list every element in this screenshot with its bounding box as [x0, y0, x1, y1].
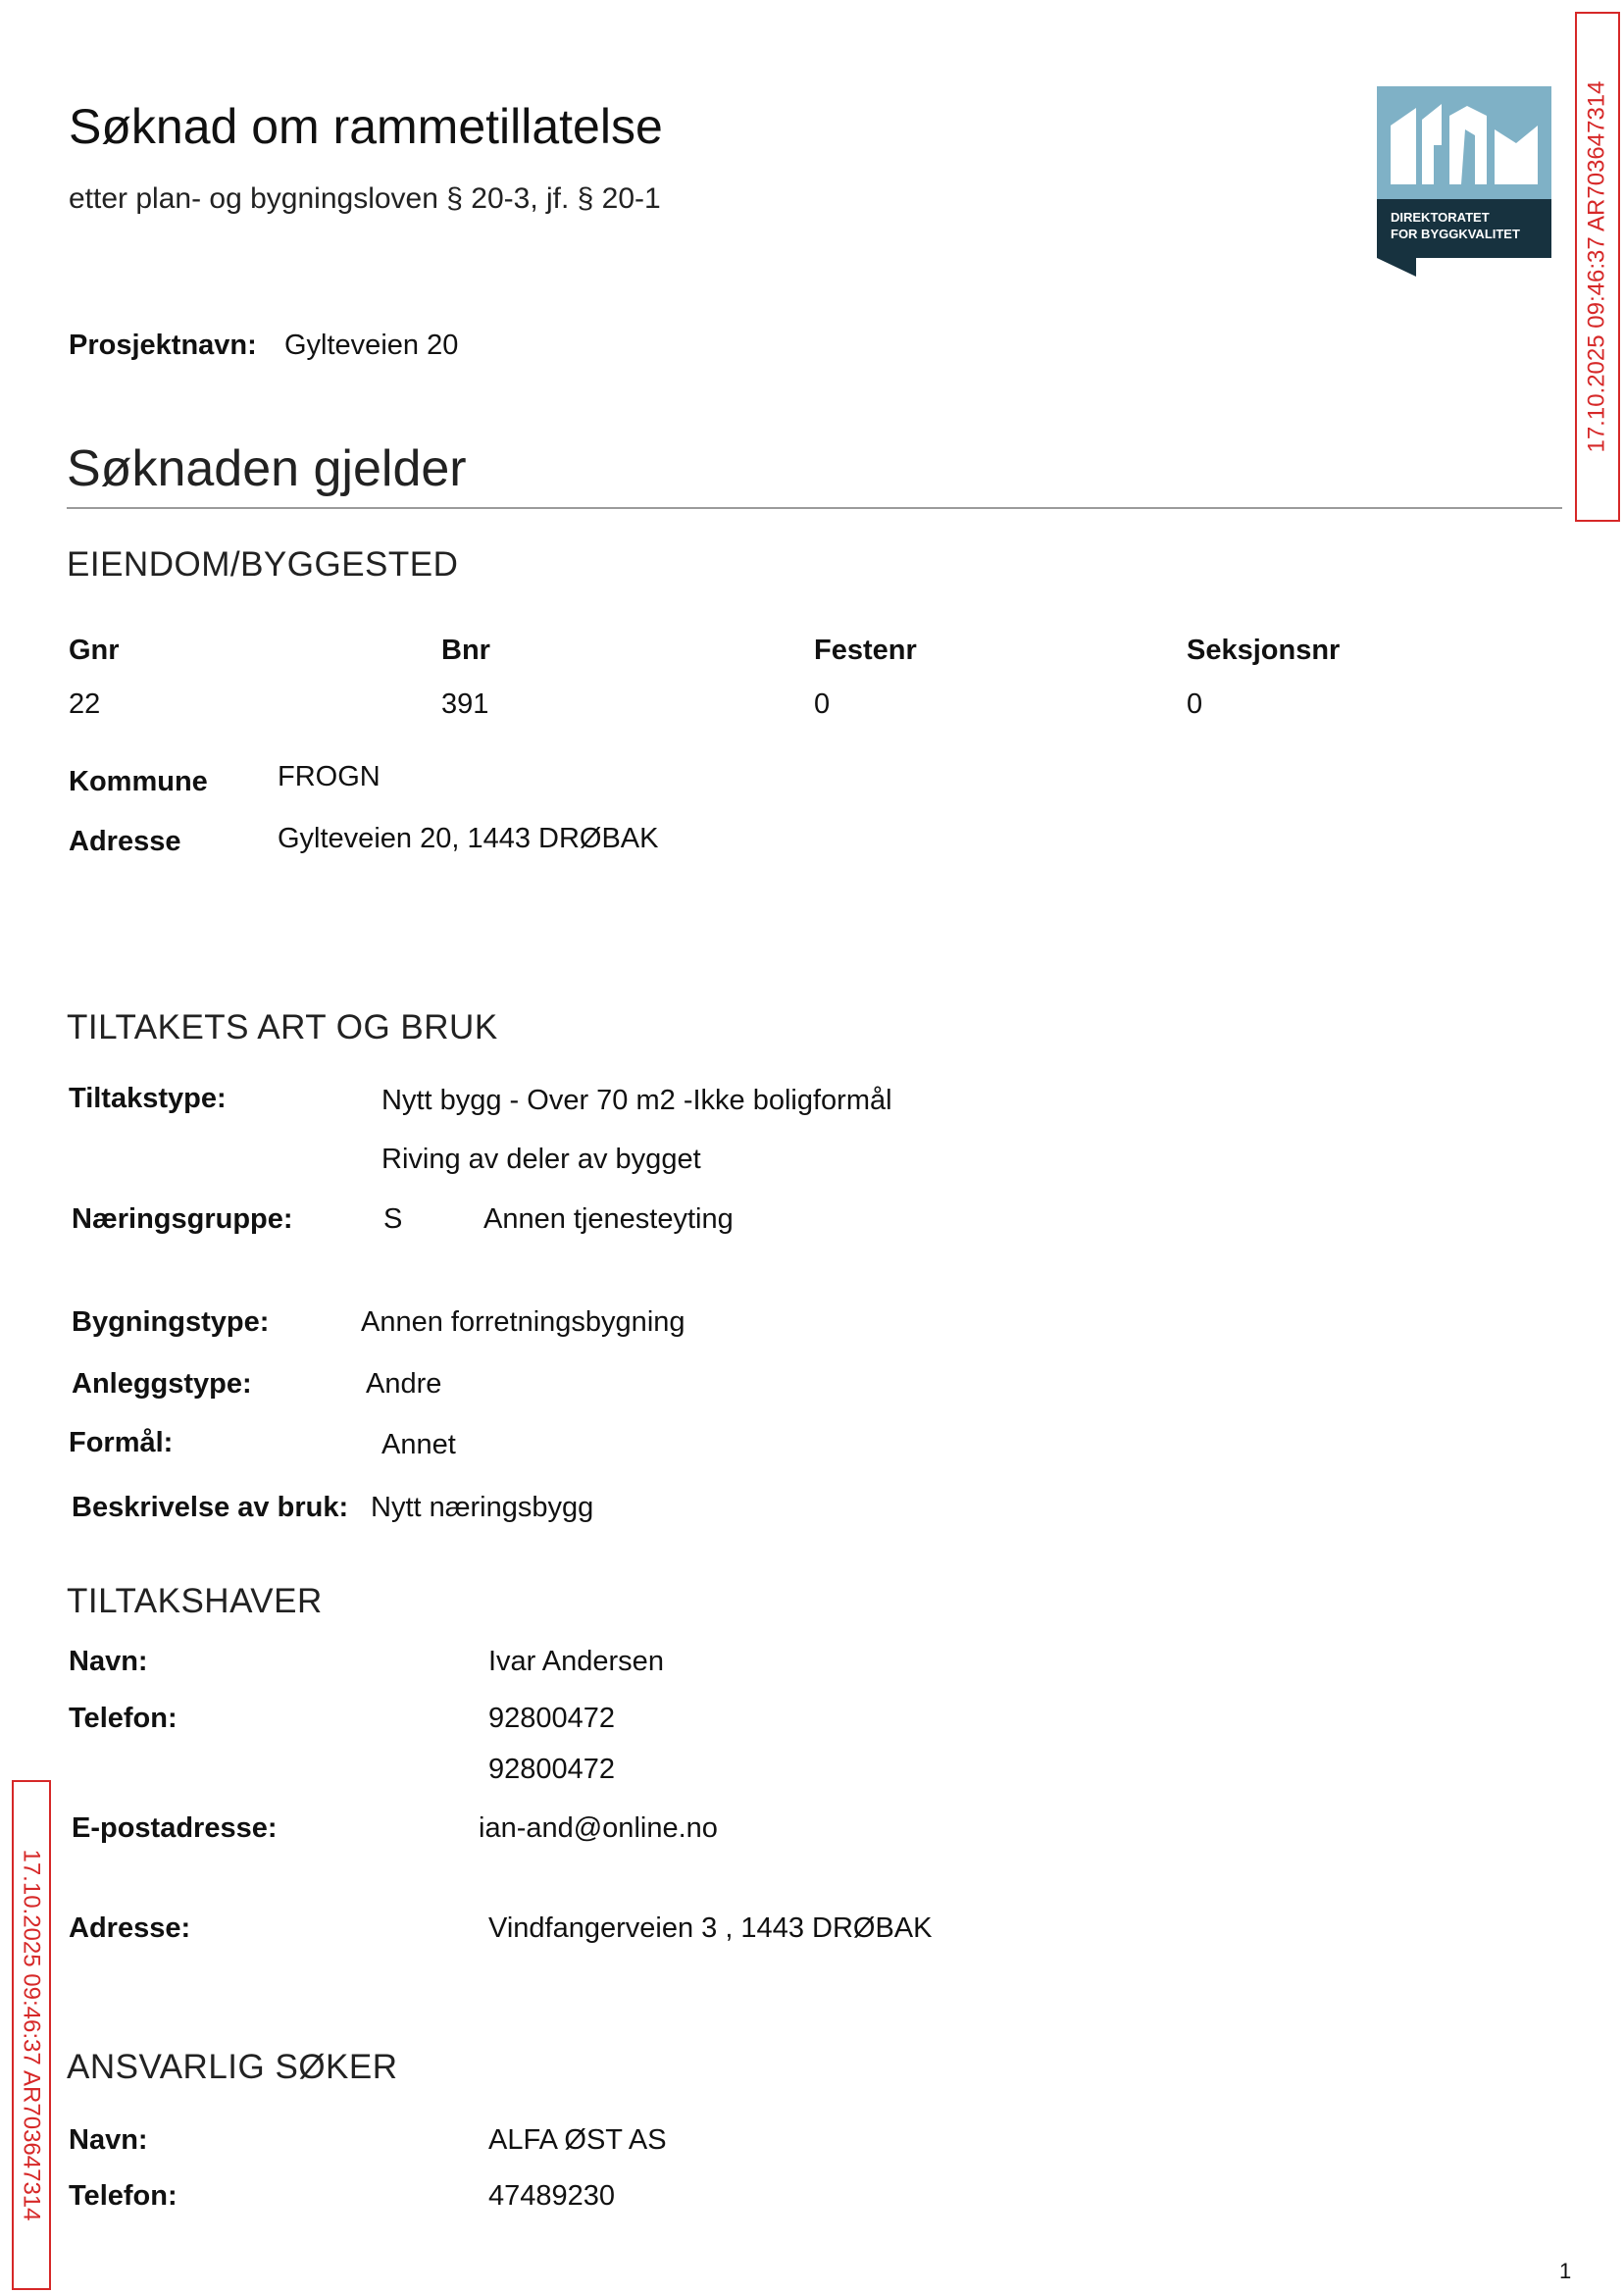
archive-stamp-bottom	[12, 1780, 51, 2290]
festenr-value: 0	[814, 688, 831, 720]
section-divider	[67, 507, 1562, 509]
archive-stamp-top	[1575, 12, 1620, 522]
bygningstype-label: Bygningstype:	[72, 1306, 270, 1338]
page-number: 1	[1559, 2259, 1572, 2283]
seksjonsnr-header: Seksjonsnr	[1187, 635, 1341, 666]
festenr-header: Festenr	[814, 635, 917, 666]
adresse-value: Gylteveien 20, 1443 DRØBAK	[278, 823, 659, 854]
bygningstype-value: Annen forretningsbygning	[361, 1306, 685, 1338]
kommune-value: FROGN	[278, 761, 381, 792]
ansvarlig-telefon-value: 47489230	[488, 2180, 616, 2212]
beskrivelse-label: Beskrivelse av bruk:	[72, 1492, 349, 1523]
tiltakstype-value: Nytt bygg - Over 70 m2 -Ikke boligformål	[381, 1085, 892, 1116]
formal-label: Formål:	[69, 1427, 174, 1458]
gnr-header: Gnr	[69, 635, 120, 666]
naeringsgruppe-code: S	[383, 1203, 403, 1235]
tiltak-heading: TILTAKETS ART OG BRUK	[67, 1008, 498, 1046]
gnr-value: 22	[69, 688, 101, 720]
ansvarlig-navn-label: Navn:	[69, 2124, 148, 2156]
dibk-logo-graphic	[1377, 86, 1551, 277]
tiltakshaver-telefon-value: 92800472	[488, 1703, 616, 1734]
ansvarlig-navn-value: ALFA ØST AS	[488, 2124, 667, 2156]
tiltakshaver-epost-label: E-postadresse:	[72, 1812, 278, 1844]
kommune-label: Kommune	[69, 766, 208, 797]
archive-stamp-text: 17.10.2025 09:46:37 AR703647314	[1584, 80, 1610, 453]
anleggstype-value: Andre	[366, 1368, 442, 1400]
document-subtitle: etter plan- og bygningsloven § 20-3, jf. § 20-1	[69, 182, 661, 215]
naeringsgruppe-text: Annen tjenesteyting	[483, 1203, 734, 1235]
project-name-label: Prosjektnavn:	[69, 330, 257, 361]
tiltakshaver-navn-value: Ivar Andersen	[488, 1646, 664, 1677]
tiltakshaver-adresse-value: Vindfangerveien 3 , 1443 DRØBAK	[488, 1912, 933, 1944]
tiltakstype-label: Tiltakstype:	[69, 1083, 227, 1114]
dibk-logo	[1377, 86, 1551, 277]
bnr-value: 391	[441, 688, 489, 720]
formal-value: Annet	[381, 1429, 456, 1460]
seksjonsnr-value: 0	[1187, 688, 1203, 720]
tiltakshaver-heading: TILTAKSHAVER	[67, 1582, 323, 1620]
adresse-label: Adresse	[69, 826, 181, 857]
ansvarlig-soker-heading: ANSVARLIG SØKER	[67, 2048, 398, 2086]
tiltakshaver-epost-value: ian-and@online.no	[479, 1812, 718, 1844]
tiltakshaver-telefon-value: 92800472	[488, 1754, 616, 1785]
document-title: Søknad om rammetillatelse	[69, 99, 663, 154]
archive-stamp-text: 17.10.2025 09:46:37 AR703647314	[19, 1849, 45, 2221]
anleggstype-label: Anleggstype:	[72, 1368, 252, 1400]
logo-text-line2: FOR BYGGKVALITET	[1391, 227, 1520, 241]
tiltakshaver-adresse-label: Adresse:	[69, 1912, 191, 1944]
tiltakshaver-telefon-label: Telefon:	[69, 1703, 178, 1734]
naeringsgruppe-label: Næringsgruppe:	[72, 1203, 293, 1235]
eiendom-heading: EIENDOM/BYGGESTED	[67, 545, 459, 584]
ansvarlig-telefon-label: Telefon:	[69, 2180, 178, 2212]
section-title: Søknaden gjelder	[67, 440, 467, 497]
beskrivelse-value: Nytt næringsbygg	[371, 1492, 594, 1523]
tiltakstype-value: Riving av deler av bygget	[381, 1144, 701, 1175]
project-name-value: Gylteveien 20	[284, 330, 459, 361]
tiltakshaver-navn-label: Navn:	[69, 1646, 148, 1677]
logo-text-line1: DIREKTORATET	[1391, 210, 1490, 225]
bnr-header: Bnr	[441, 635, 490, 666]
